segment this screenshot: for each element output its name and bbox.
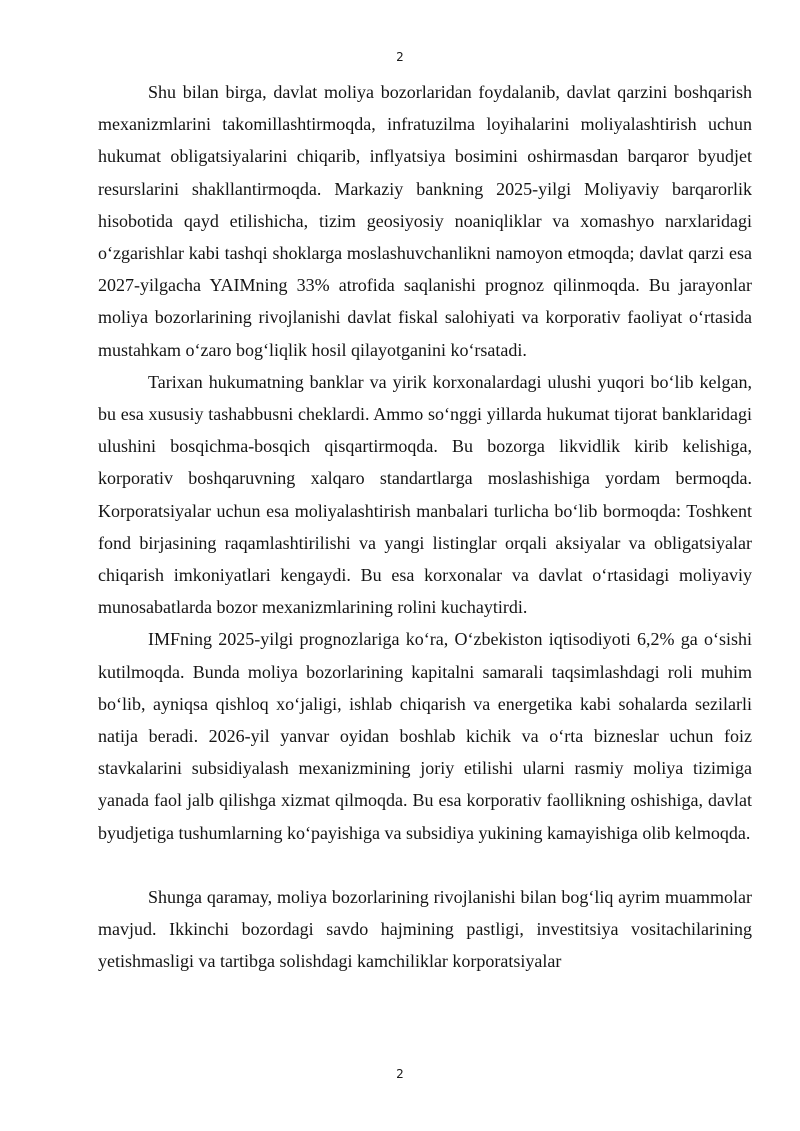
paragraph-3: IMFning 2025-yilgi prognozlariga ko‘ra, O‘zbekiston iqtisodiyoti 6,2% ga o‘sishi kutilmoqda. Bunda moliya bozorlarining kapitalni samarali taqsimlashdagi roli muhim bo‘lib, ayniqsa qishloq xo‘jaligi, ishlab chiqarish va energetika kabi sohalarda sezilarli natija beradi. 2026-yil yanvar oyidan boshlab kichik va o‘rta bizneslar uchun foiz stavkalarini subsidiyalash mexanizmining joriy etilishi ularni rasmiy moliya tizimiga yanada faol jalb qilishga xizmat qilmoqda. Bu esa korporativ faollikning oshishiga, davlat byudjetiga tushumlarning ko‘payishiga va subsidiya yukining kamayishiga olib kelmoqda. — [98, 629, 752, 843]
document-body — [98, 76, 752, 978]
paragraph-2: Tarixan hukumatning banklar va yirik korxonalardagi ulushi yuqori bo‘lib kelgan, bu esa xususiy tashabbusni cheklardi. Ammo so‘nggi yillarda hukumat tijorat banklaridagi ulushini bosqichma-bosqich qisqartirmoqda. Bu bozorga likvidlik kirib kelishiga, korporativ boshqaruvning xalqaro standartlarga moslashishiga yordam bermoqda. Korporatsiyalar uchun esa moliyalashtirish manbalari turlicha bo‘lib bormoqda: Toshkent fond birjasining raqamlashtirilishi va yangi listinglar orqali aksiyalar va obligatsiyalar chiqarish imkoniyatlari kengaydi. Bu esa korxonalar va davlat o‘rtasidagi moliyaviy munosabatlarda bozor mexanizmlarining rolini kuchaytirdi. — [98, 371, 752, 618]
paragraph-4: Shunga qaramay, moliya bozorlarining rivojlanishi bilan bog‘liq ayrim muammolar mavjud. Ikkinchi bozordagi savdo hajmining pastligi, investitsiya vositachilarining yetishmasligi va tartibga solishdagi kamchiliklar korporatsiyalar — [98, 887, 752, 972]
paragraph-1: Shu bilan birga, davlat moliya bozorlaridan foydalanib, davlat qarzini boshqarish mexanizmlarini takomillashtirmoqda, infratuzilma loyihalarini moliyalashtirish uchun hukumat obligatsiyalarini chiqarib, inflyatsiya bosimini oshirmasdan barqaror byudjet resurslarini shakllantirmoqda. Markaziy bankning 2025-yilgi Moliyaviy barqarorlik hisobotida qayd etilishicha, tizim geosiyosiy noaniqliklar va xomashyo narxlaridagi o‘zgarishlar kabi tashqi shoklarga moslashuvchanlikni namoyon etmoqda; davlat qarzi esa 2027-yilgacha YAIMning 33% atrofida saqlanishi prognoz qilinmoqda. Bu jarayonlar moliya bozorlarining rivojlanishi davlat fiskal salohiyati va korporativ faoliyat o‘rtasida mustahkam o‘zaro bog‘liqlik hosil qilayotganini ko‘rsatadi. — [98, 82, 752, 360]
page-number-footer: 2 — [396, 1067, 404, 1081]
page-number-header: 2 — [396, 50, 404, 64]
paragraph-gap — [98, 849, 752, 881]
